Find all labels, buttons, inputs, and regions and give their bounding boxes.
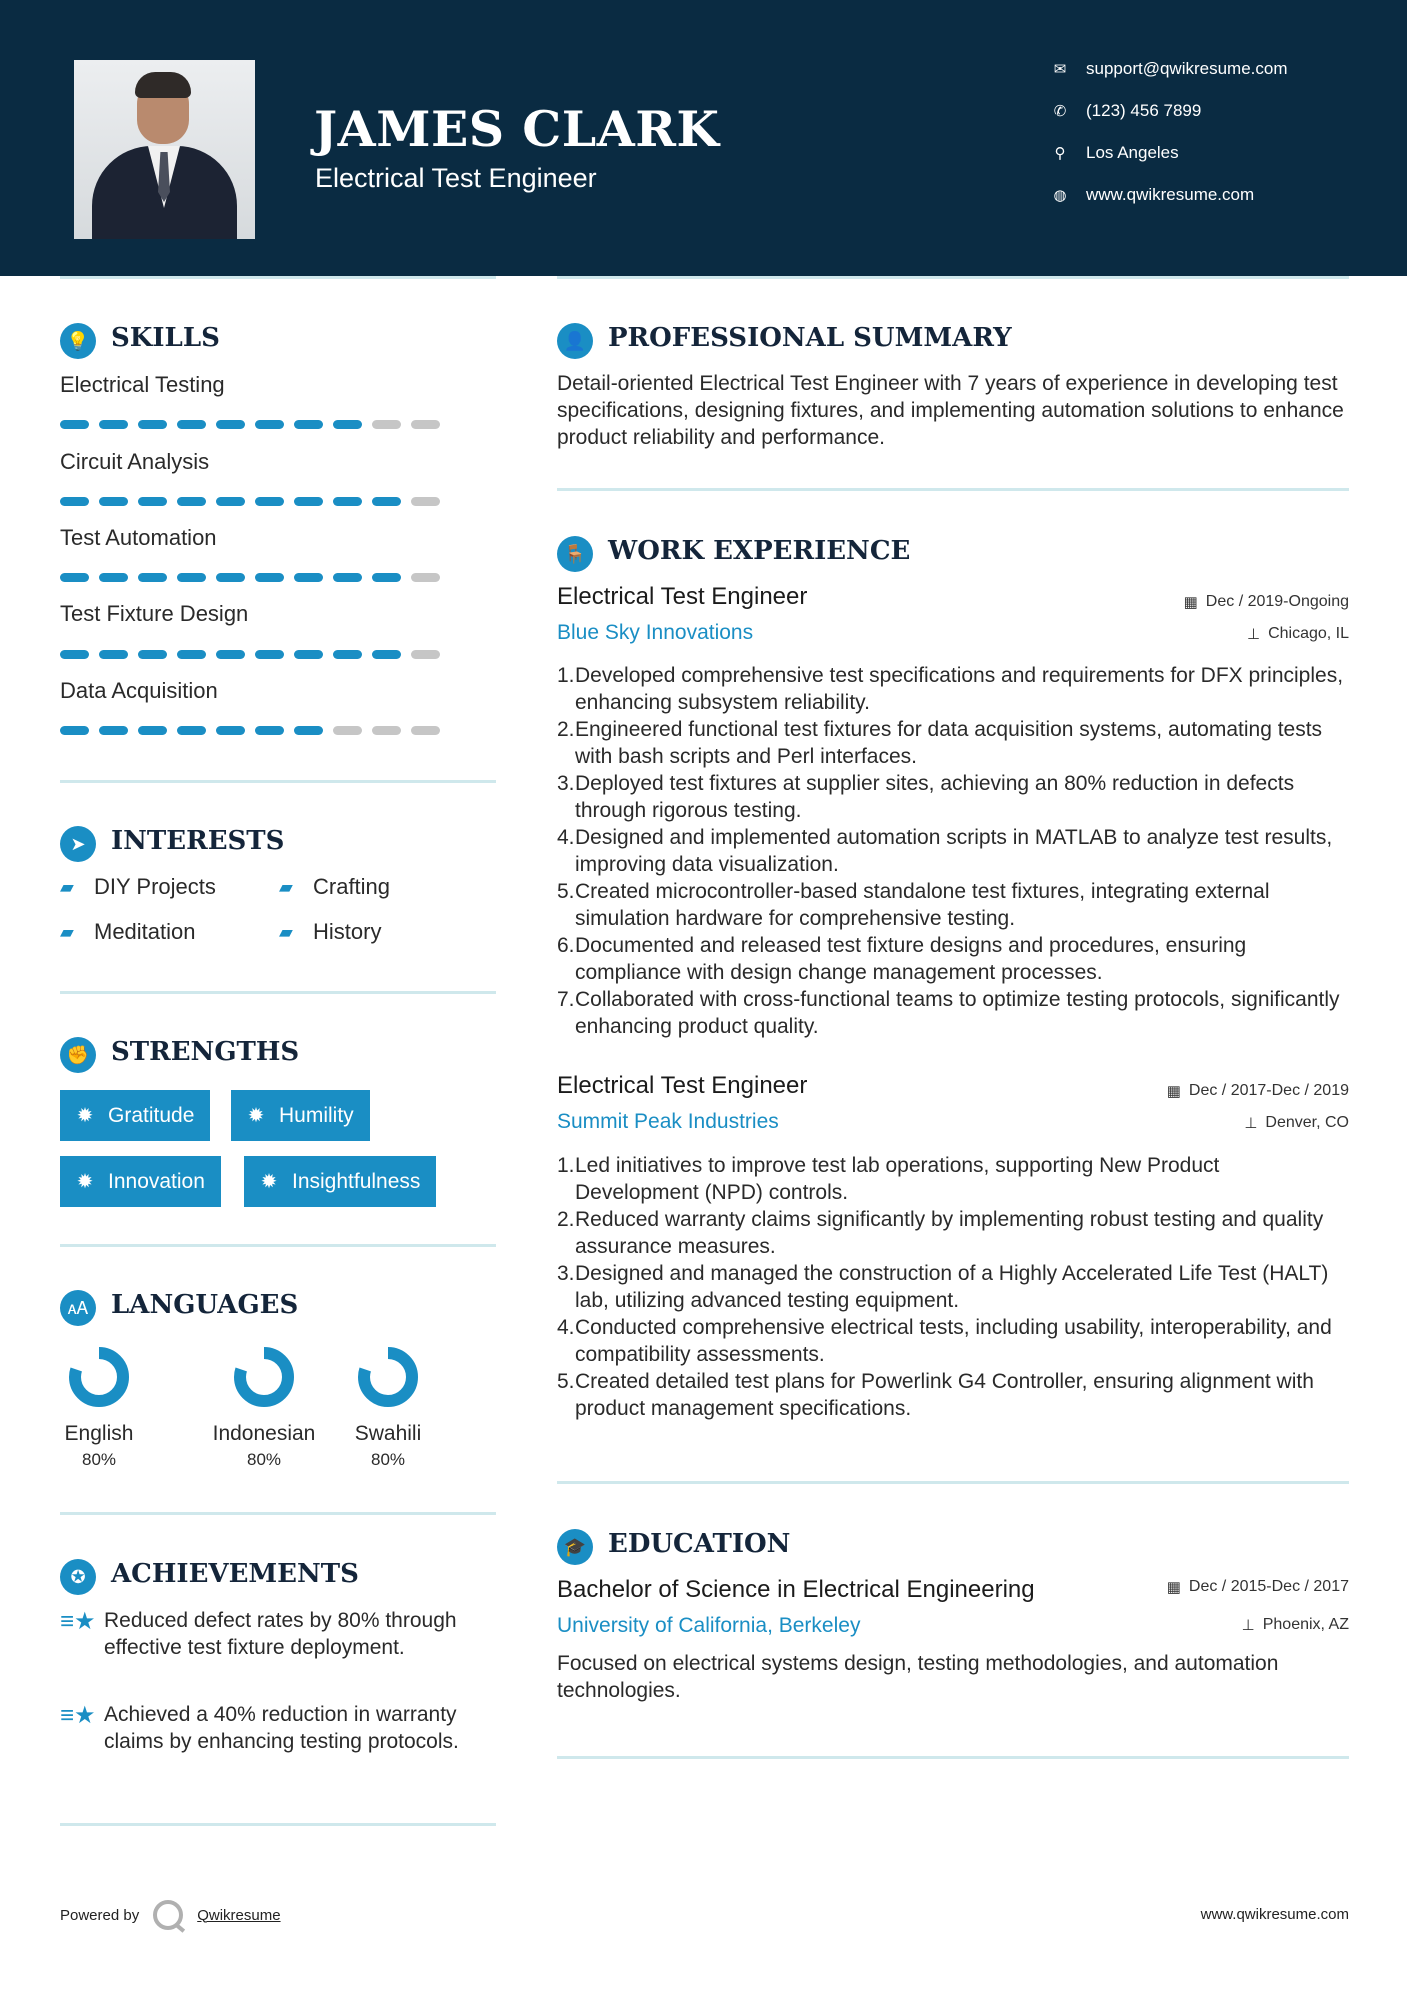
contact-location bbox=[1050, 140, 1179, 166]
contact-phone-text: (123) 456 7899 bbox=[1086, 101, 1202, 120]
skill-level-segment bbox=[60, 420, 89, 429]
book-icon: ▰ bbox=[279, 876, 293, 897]
job-title: Electrical Test Engineer bbox=[557, 1072, 808, 1099]
office-chair-icon: 🪑 bbox=[557, 536, 593, 572]
envelope-icon: ✉ bbox=[1053, 61, 1067, 78]
fist-icon: ✊ bbox=[60, 1037, 96, 1073]
translate-icon: 🗚 bbox=[60, 1290, 96, 1326]
language-item bbox=[328, 1344, 448, 1470]
skill-level-segment bbox=[255, 726, 284, 735]
skill-level-segment bbox=[411, 420, 440, 429]
skill-name: Circuit Analysis bbox=[60, 449, 210, 474]
skill-level-segment bbox=[99, 497, 128, 506]
strength-label: Humility bbox=[279, 1103, 354, 1127]
skill-level-segment bbox=[372, 497, 401, 506]
divider bbox=[60, 276, 496, 279]
job-duty-item: 5. Created microcontroller-based standalone test fixtures, integrating external simulation hardware for comprehensive testing. bbox=[557, 880, 1270, 930]
skill-level-segment bbox=[138, 726, 167, 735]
skills-heading: SKILLS bbox=[111, 323, 220, 353]
divider bbox=[60, 1244, 496, 1247]
job-duties-list bbox=[557, 662, 1347, 1040]
skill-level-segment bbox=[99, 726, 128, 735]
interests-heading: INTERESTS bbox=[111, 826, 285, 856]
languages-heading: LANGUAGES bbox=[111, 1290, 299, 1320]
strength-tag bbox=[244, 1156, 436, 1207]
contact-website-text: www.qwikresume.com bbox=[1086, 185, 1255, 204]
skill-level-segment bbox=[372, 573, 401, 582]
interest-item bbox=[279, 919, 381, 945]
user-icon: 👤 bbox=[557, 323, 593, 359]
skill-level-segment bbox=[60, 573, 89, 582]
skill-level-segment bbox=[333, 650, 362, 659]
skill-level-bar bbox=[60, 573, 440, 582]
skill-level-segment bbox=[255, 650, 284, 659]
star-badge-icon: ✪ bbox=[60, 1559, 96, 1595]
pushpin-icon: ⊥ bbox=[1246, 626, 1261, 643]
language-name: Indonesian bbox=[212, 1422, 316, 1445]
experience-heading: WORK EXPERIENCE bbox=[608, 536, 911, 566]
school-name: University of California, Berkeley bbox=[557, 1614, 861, 1637]
skill-level-bar bbox=[60, 497, 440, 506]
language-level-arc bbox=[240, 1353, 288, 1401]
phone-icon: ✆ bbox=[1053, 103, 1067, 120]
skill-level-segment bbox=[216, 726, 245, 735]
education-dates bbox=[1167, 1578, 1349, 1596]
skill-level-bar bbox=[60, 726, 440, 735]
company-name: Summit Peak Industries bbox=[557, 1110, 779, 1133]
job-duty-item: 4. Conducted comprehensive electrical tests, including usability, interoperability, and compatibility assessments. bbox=[557, 1316, 1332, 1366]
strength-tag bbox=[60, 1156, 221, 1207]
divider bbox=[557, 488, 1349, 491]
education-location bbox=[1242, 1616, 1349, 1634]
skill-level-segment bbox=[99, 420, 128, 429]
job-duty-item: 3. Deployed test fixtures at supplier sites, achieving an 80% reduction in defects through rigorous testing. bbox=[557, 772, 1295, 822]
interest-label: Crafting bbox=[313, 874, 391, 899]
skill-level-segment bbox=[138, 650, 167, 659]
skill-name: Test Automation bbox=[60, 525, 217, 550]
calendar-icon: ▦ bbox=[1166, 1083, 1181, 1100]
skill-level-segment bbox=[294, 573, 323, 582]
lightbulb-icon: 💡 bbox=[60, 323, 96, 359]
language-percent: 80% bbox=[81, 1450, 117, 1469]
divider bbox=[60, 991, 496, 994]
qwikresume-link[interactable]: Qwikresume bbox=[197, 1906, 281, 1924]
skill-level-bar bbox=[60, 420, 440, 429]
pushpin-icon: ⊥ bbox=[1241, 1617, 1255, 1634]
interest-item bbox=[279, 874, 390, 900]
skill-level-segment bbox=[333, 497, 362, 506]
language-item bbox=[39, 1344, 159, 1470]
job-location bbox=[1247, 625, 1349, 643]
skill-level-segment bbox=[411, 726, 440, 735]
skill-level-segment bbox=[60, 650, 89, 659]
candidate-name: JAMES CLARK bbox=[314, 100, 720, 158]
skill-name: Electrical Testing bbox=[60, 372, 225, 397]
job-location-text: Denver, CO bbox=[1265, 1114, 1349, 1131]
skill-level-segment bbox=[177, 726, 206, 735]
skill-level-segment bbox=[333, 573, 362, 582]
divider bbox=[557, 1756, 1349, 1759]
achievement-item bbox=[60, 1607, 460, 1661]
achievement-text: Reduced defect rates by 80% through effective test fixture deployment. bbox=[104, 1609, 457, 1659]
education-heading: EDUCATION bbox=[608, 1529, 791, 1559]
language-name: English bbox=[64, 1422, 134, 1445]
summary-text: Detail-oriented Electrical Test Engineer with 7 years of experience in developing test specifications, designing fixtures, and implementing automation solutions to enhance product reliability and performance. bbox=[557, 372, 1344, 449]
interest-item bbox=[60, 874, 216, 900]
profile-photo bbox=[74, 60, 255, 239]
skill-level-segment bbox=[411, 497, 440, 506]
skill-level-segment bbox=[216, 650, 245, 659]
map-pin-icon: ⚲ bbox=[1054, 145, 1066, 162]
language-percent: 80% bbox=[370, 1450, 406, 1469]
education-location-text: Phoenix, AZ bbox=[1262, 1616, 1349, 1633]
book-icon: ▰ bbox=[60, 876, 74, 897]
skill-level-segment bbox=[255, 420, 284, 429]
strength-label: Innovation bbox=[108, 1169, 205, 1193]
job-duty-item: 1. Developed comprehensive test specifications and requirements for DFX principles, enhancing subsystem reliability. bbox=[557, 664, 1344, 714]
divider bbox=[60, 1512, 496, 1515]
strength-label: Gratitude bbox=[108, 1103, 195, 1127]
skill-level-segment bbox=[255, 497, 284, 506]
job-location bbox=[1244, 1114, 1349, 1132]
language-name: Swahili bbox=[354, 1422, 422, 1445]
sun-badge-icon: ✹ bbox=[76, 1105, 94, 1127]
skill-level-segment bbox=[177, 497, 206, 506]
skill-level-segment bbox=[294, 650, 323, 659]
book-icon: ▰ bbox=[279, 921, 293, 942]
job-duty-item: 4. Designed and implemented automation scripts in MATLAB to analyze test results, improving data visualization. bbox=[557, 826, 1333, 876]
sun-badge-icon: ✹ bbox=[260, 1171, 278, 1193]
skill-level-segment bbox=[60, 726, 89, 735]
globe-icon: ◍ bbox=[1053, 187, 1067, 204]
skill-level-segment bbox=[177, 573, 206, 582]
language-progress-ring bbox=[231, 1344, 297, 1410]
divider bbox=[557, 276, 1349, 279]
degree-title: Bachelor of Science in Electrical Engineering bbox=[557, 1576, 1035, 1603]
contact-phone[interactable] bbox=[1050, 98, 1201, 124]
contact-website[interactable] bbox=[1050, 182, 1254, 208]
skill-level-segment bbox=[99, 573, 128, 582]
candidate-title: Electrical Test Engineer bbox=[315, 163, 597, 193]
achievements-heading: ACHIEVEMENTS bbox=[111, 1559, 359, 1589]
skill-level-segment bbox=[294, 497, 323, 506]
pushpin-icon: ⊥ bbox=[1244, 1115, 1258, 1132]
education-dates-text: Dec / 2015-Dec / 2017 bbox=[1188, 1578, 1349, 1595]
language-progress-ring bbox=[66, 1344, 132, 1410]
book-icon: ▰ bbox=[60, 921, 74, 942]
job-duties-list bbox=[557, 1152, 1347, 1422]
shooting-star-icon: ≡★ bbox=[60, 1702, 96, 1729]
strength-tag bbox=[60, 1090, 210, 1141]
contact-email-text: support@qwikresume.com bbox=[1086, 59, 1288, 78]
skill-level-segment bbox=[255, 573, 284, 582]
skill-level-segment bbox=[372, 420, 401, 429]
job-dates-text: Dec / 2017-Dec / 2019 bbox=[1188, 1082, 1349, 1099]
job-location-text: Chicago, IL bbox=[1268, 625, 1349, 642]
job-dates bbox=[1167, 1082, 1349, 1100]
achievement-text: Achieved a 40% reduction in warranty claims by enhancing testing protocols. bbox=[104, 1703, 459, 1753]
skill-name: Data Acquisition bbox=[60, 678, 218, 703]
qwikresume-logo-icon bbox=[153, 1900, 183, 1930]
education-description: Focused on electrical systems design, testing methodologies, and automation technologies. bbox=[557, 1652, 1279, 1702]
job-duty-item: 2. Engineered functional test fixtures for data acquisition systems, automating tests with bash scripts and Perl interfaces. bbox=[557, 718, 1323, 768]
job-duty-item: 5. Created detailed test plans for Powerlink G4 Controller, ensuring alignment with product management specifications. bbox=[557, 1370, 1314, 1420]
powered-by-label: Powered by bbox=[60, 1906, 140, 1924]
strength-tag bbox=[231, 1090, 370, 1141]
skill-level-segment bbox=[216, 420, 245, 429]
skill-level-bar bbox=[60, 650, 440, 659]
skill-level-segment bbox=[177, 650, 206, 659]
interest-label: Meditation bbox=[94, 919, 196, 944]
company-name: Blue Sky Innovations bbox=[557, 621, 754, 644]
skill-level-segment bbox=[411, 650, 440, 659]
language-item bbox=[204, 1344, 324, 1470]
divider bbox=[557, 1481, 1349, 1484]
paper-plane-icon: ➤ bbox=[60, 826, 96, 862]
language-level-arc bbox=[75, 1353, 123, 1401]
graduation-cap-icon: 🎓 bbox=[557, 1529, 593, 1565]
skill-level-segment bbox=[411, 573, 440, 582]
job-dates-text: Dec / 2019-Ongoing bbox=[1205, 593, 1349, 610]
divider bbox=[60, 780, 496, 783]
job-title: Electrical Test Engineer bbox=[557, 583, 808, 610]
interest-label: DIY Projects bbox=[94, 874, 216, 899]
skill-level-segment bbox=[60, 497, 89, 506]
skill-level-segment bbox=[216, 573, 245, 582]
job-duty-item: 6. Documented and released test fixture designs and procedures, ensuring compliance with design change management processes. bbox=[557, 934, 1247, 984]
skill-level-segment bbox=[216, 497, 245, 506]
language-percent: 80% bbox=[246, 1450, 282, 1469]
language-progress-ring bbox=[355, 1344, 421, 1410]
skill-level-segment bbox=[333, 420, 362, 429]
footer-powered-by bbox=[60, 1900, 281, 1930]
contact-email[interactable] bbox=[1050, 56, 1288, 82]
shooting-star-icon: ≡★ bbox=[60, 1608, 96, 1635]
sun-badge-icon: ✹ bbox=[76, 1171, 94, 1193]
skill-level-segment bbox=[138, 573, 167, 582]
skill-level-segment bbox=[177, 420, 206, 429]
skill-name: Test Fixture Design bbox=[60, 601, 249, 626]
skill-level-segment bbox=[372, 650, 401, 659]
interest-label: History bbox=[313, 919, 382, 944]
interest-item bbox=[60, 919, 196, 945]
skill-level-segment bbox=[138, 497, 167, 506]
job-duty-item: 1. Led initiatives to improve test lab operations, supporting New Product Development (NPD) controls. bbox=[557, 1154, 1220, 1204]
strength-label: Insightfulness bbox=[292, 1169, 421, 1193]
sun-badge-icon: ✹ bbox=[247, 1105, 265, 1127]
strengths-heading: STRENGTHS bbox=[111, 1037, 300, 1067]
summary-heading: PROFESSIONAL SUMMARY bbox=[608, 323, 1012, 353]
divider bbox=[60, 1823, 496, 1826]
skill-level-segment bbox=[294, 726, 323, 735]
job-duty-item: 2. Reduced warranty claims significantly by implementing robust testing and quality assurance measures. bbox=[557, 1208, 1324, 1258]
job-dates bbox=[1184, 593, 1349, 611]
language-level-arc bbox=[364, 1353, 412, 1401]
skill-level-segment bbox=[294, 420, 323, 429]
skill-level-segment bbox=[333, 726, 362, 735]
skill-level-segment bbox=[138, 420, 167, 429]
skill-level-segment bbox=[372, 726, 401, 735]
achievement-item bbox=[60, 1701, 460, 1755]
calendar-icon: ▦ bbox=[1166, 1579, 1181, 1596]
contact-location-text: Los Angeles bbox=[1086, 143, 1179, 162]
footer-website[interactable]: www.qwikresume.com bbox=[1200, 1906, 1349, 1923]
resume-header bbox=[0, 0, 1407, 276]
job-duty-item: 7. Collaborated with cross-functional teams to optimize testing protocols, significantly enhancing product quality. bbox=[557, 988, 1340, 1038]
job-duty-item: 3. Designed and managed the construction of a Highly Accelerated Life Test (HALT) lab, utilizing advanced testing equipment. bbox=[557, 1262, 1329, 1312]
skill-level-segment bbox=[99, 650, 128, 659]
calendar-icon: ▦ bbox=[1183, 594, 1198, 611]
